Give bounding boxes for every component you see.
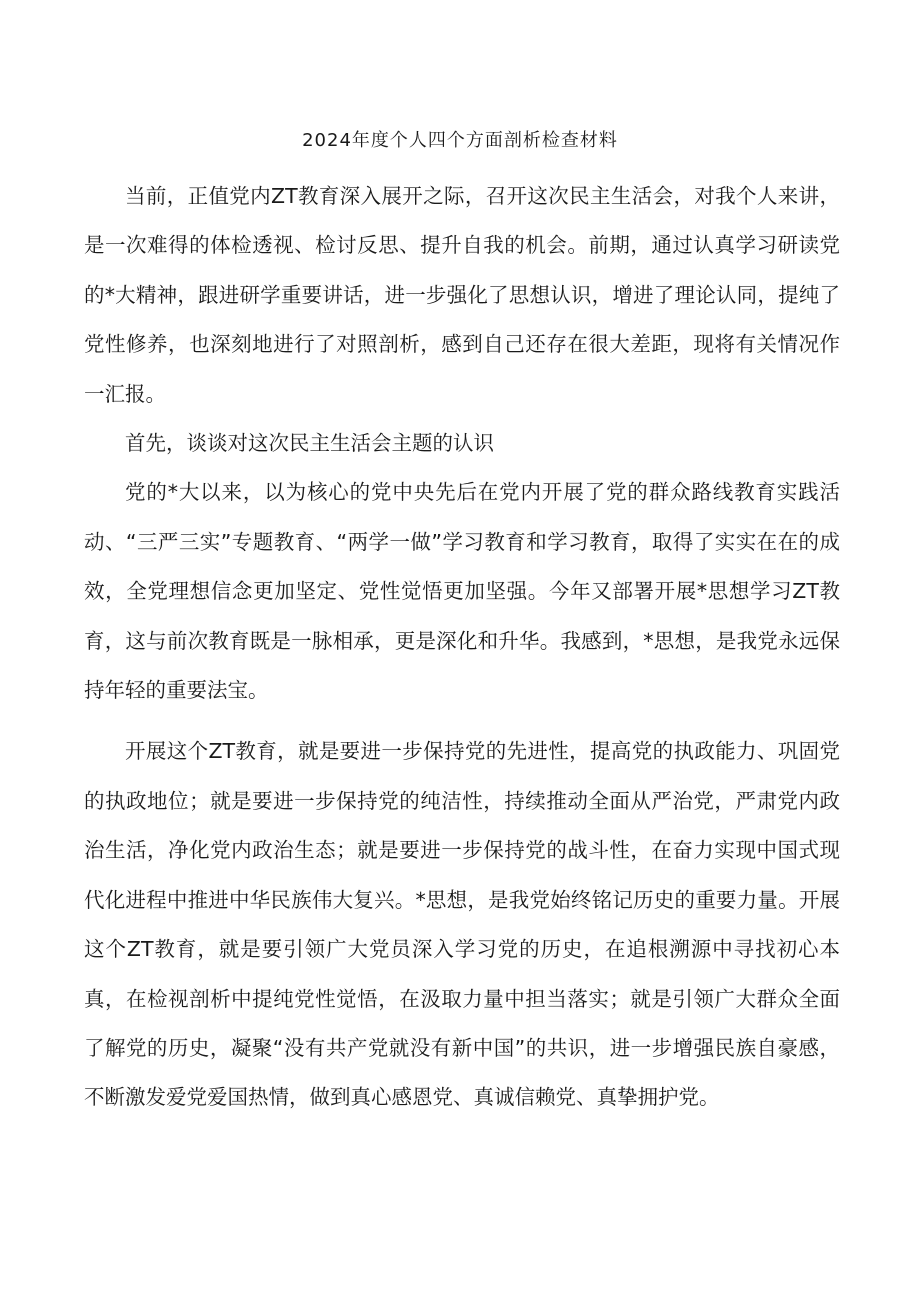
paragraph-education-purpose: 开展这个ZT教育，就是要进一步保持党的先进性，提高党的执政能力、巩固党的执政地位；就是要进一步保持党的纯洁性，持续推动全面从严治党，严肃党内政治生活，净化党内政治生态；就是要进一步保持党的战斗性，在奋力实现中国式现代化进程中推进中华民族伟大复兴。*思想，是我党始终铭记历史的重要力量。开展这个ZT教育，就是要引领广大党员深入学习党的历史，在追根溯源中寻找初心本真，在检视剖析中提纯党性觉悟，在汲取力量中担当落实；就是引领广大群众全面了解党的历史，凝聚“没有共产党就没有新中国”的共识，进一步增强民族自豪感，不断激发爱党爱国热情，做到真心感恩党、真诚信赖党、真挚拥护党。 [84,739,840,1110]
document-title: 2024年度个人四个方面剖析检查材料 [302,130,618,151]
document-body [84,172,840,1123]
paragraph-intro: 当前，正值党内ZT教育深入展开之际，召开这次民主生活会，对我个人来讲，是一次难得的体检透视、检讨反思、提升自我的机会。前期，通过认真学习研读党的*大精神，跟进研学重要讲话，进一步强化了思想认识，增进了理论认同，提纯了党性修养，也深刻地进行了对照剖析，感到自己还存在很大差距，现将有关情况作一汇报。 [84,184,840,406]
paragraph-party-congress: 党的*大以来，以为核心的党中央先后在党内开展了党的群众路线教育实践活动、“三严三实”专题教育、“两学一做”学习教育和学习教育，取得了实实在在的成效，全党理想信念更加坚定、党性觉悟更加坚强。今年又部署开展*思想学习ZT教育，这与前次教育既是一脉相承，更是深化和升华。我感到，*思想，是我党永远保持年轻的重要法宝。 [84,480,840,703]
paragraph-heading-first: 首先，谈谈对这次民主生活会主题的认识 [125,431,494,456]
